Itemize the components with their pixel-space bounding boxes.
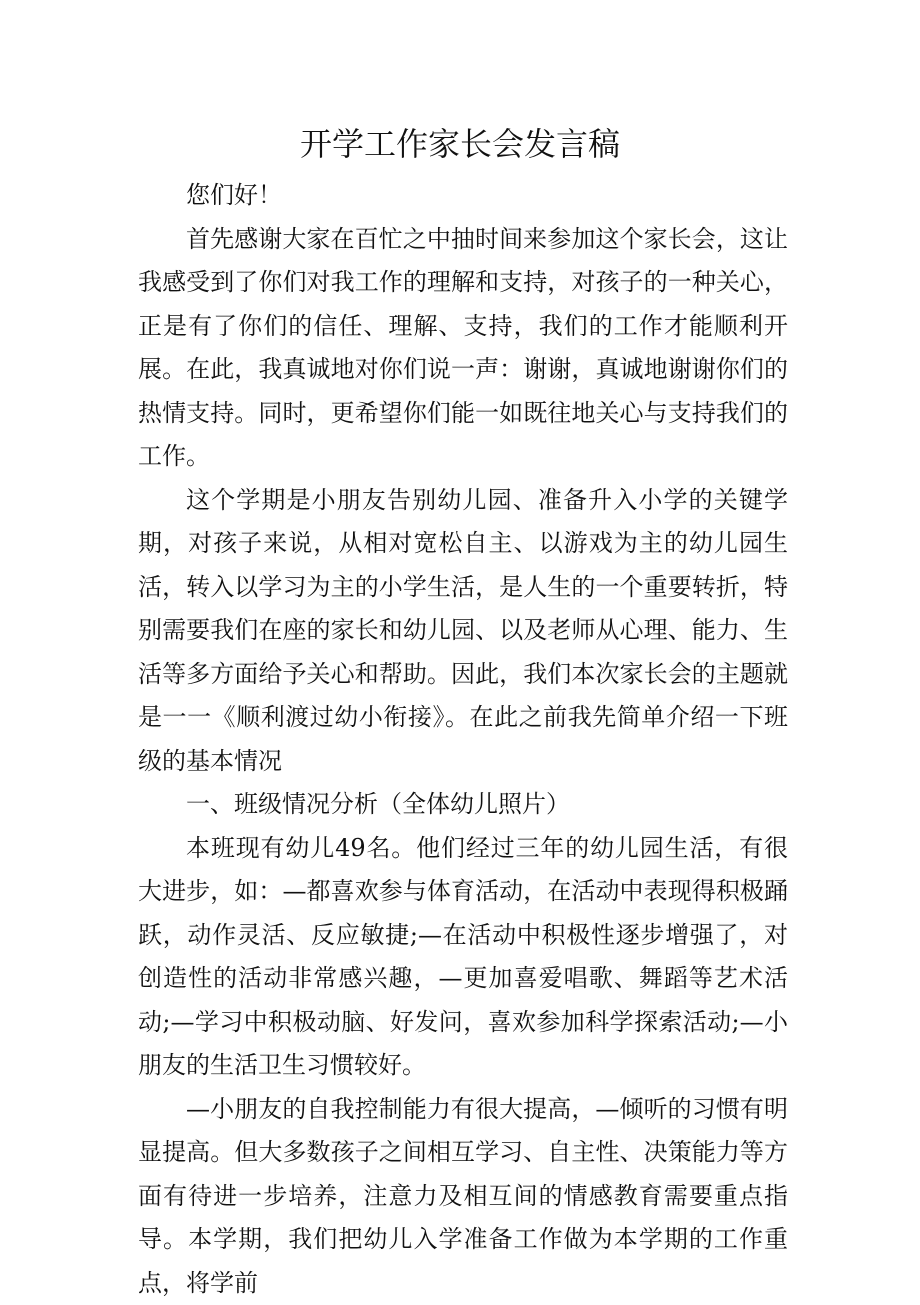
class-progress-paragraph: 本班现有幼儿49名。他们经过三年的幼儿园生活，有很大进步，如：—都喜欢参与体育活动，在活动中表现得积极踊跃，动作灵活、反应敏捷;—在活动中积极性逐步增强了，对创造性的活动非常感兴趣，—更加喜爱唱歌、舞蹈等艺术活动;—学习中积极动脑、好发问，喜欢参加科学探索活动;—小朋友的生活卫生习惯较好。 [138,827,788,1088]
greeting-paragraph: 您们好！ [138,174,788,218]
section-heading-class-analysis: 一、班级情况分析（全体幼儿照片） [138,783,788,827]
semester-theme-paragraph: 这个学期是小朋友告别幼儿园、准备升入小学的关键学期，对孩子来说，从相对宽松自主、以游戏为主的幼儿园生活，转入以学习为主的小学生活，是人生的一个重要转折，特别需要我们在座的家长和幼儿园、以及老师从心理、能力、生活等多方面给予关心和帮助。因此，我们本次家长会的主题就是一一《顺利渡过幼小衔接》。在此之前我先简单介绍一下班级的基本情况 [138,479,788,784]
thanks-paragraph: 首先感谢大家在百忙之中抽时间来参加这个家长会，这让我感受到了你们对我工作的理解和支持，对孩子的一种关心，正是有了你们的信任、理解、支持，我们的工作才能顺利开展。在此，我真诚地对你们说一声：谢谢，真诚地谢谢你们的热情支持。同时，更希望你们能一如既往地关心与支持我们的工作。 [138,218,788,479]
document-title: 开学工作家长会发言稿 [0,122,920,166]
self-control-paragraph: —小朋友的自我控制能力有很大提高，—倾听的习惯有明显提高。但大多数孩子之间相互学习、自主性、决策能力等方面有待进一步培养，注意力及相互间的情感教育需要重点指导。本学期，我们把幼儿入学准备工作做为本学期的工作重点，将学前 [138,1088,788,1305]
document-body [138,174,788,1305]
